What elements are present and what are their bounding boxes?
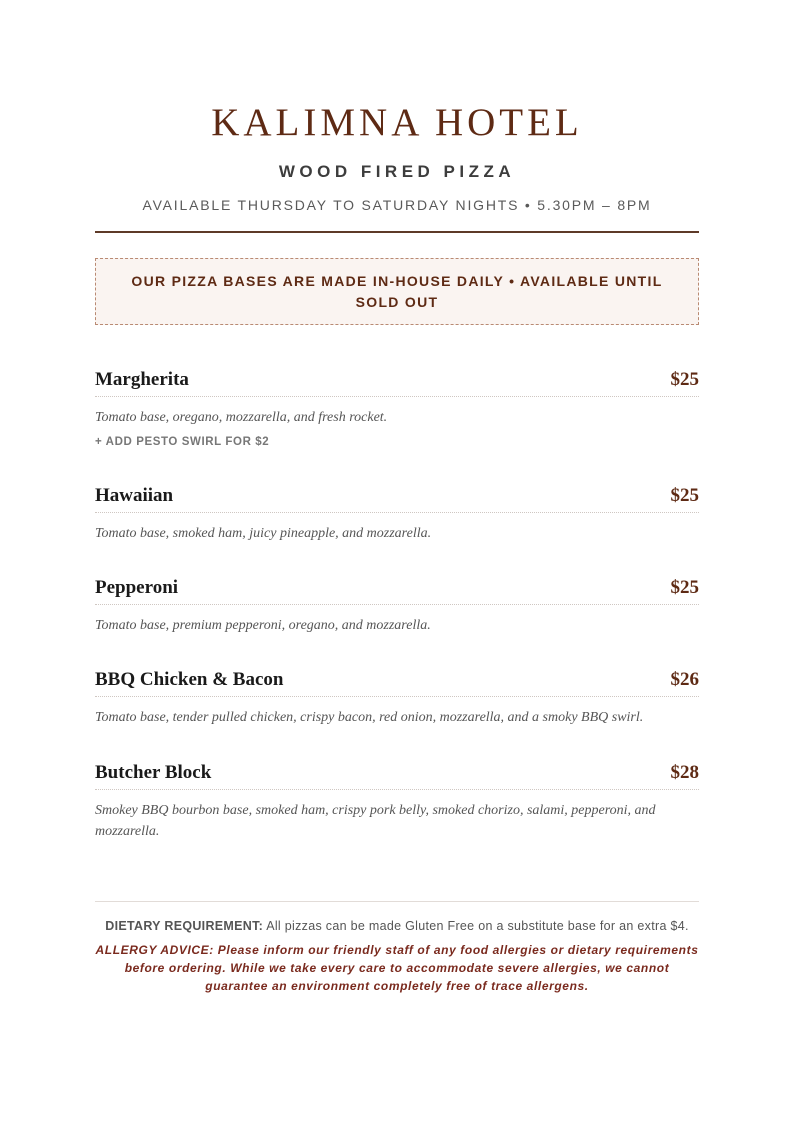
dietary-requirement: [95, 917, 699, 935]
menu-item-header: [95, 481, 699, 513]
menu-item-name: Pepperoni: [95, 577, 179, 598]
footer-divider: [95, 901, 699, 902]
notice-text: OUR PIZZA BASES ARE MADE IN-HOUSE DAILY • AVAILABLE UNTIL SOLD OUT: [131, 272, 663, 310]
menu-item-header: [95, 365, 699, 397]
menu-item-name: Butcher Block: [95, 762, 212, 783]
header-divider: [95, 231, 699, 233]
menu-item-margherita: [95, 365, 699, 450]
menu-item-name: Hawaiian: [95, 485, 174, 506]
availability-text: AVAILABLE THURSDAY TO SATURDAY NIGHTS • 5.30PM – 8PM: [142, 197, 652, 213]
menu-item-description: Tomato base, oregano, mozzarella, and fresh rocket.: [95, 410, 388, 425]
menu-item-description: Tomato base, tender pulled chicken, crispy bacon, red onion, mozzarella, and a smoky BBQ swirl.: [95, 710, 644, 725]
menu-item-price: $25: [670, 369, 699, 390]
menu-item-name: BBQ Chicken & Bacon: [95, 669, 284, 690]
menu-item-price: $25: [670, 577, 699, 598]
menu-item-pepperoni: [95, 573, 699, 636]
menu-item-butcher-block: [95, 758, 699, 842]
menu-item-hawaiian: [95, 481, 699, 544]
menu-item-price: $26: [670, 669, 699, 690]
menu-item-description: Tomato base, premium pepperoni, oregano, and mozzarella.: [95, 618, 431, 633]
dietary-label: DIETARY REQUIREMENT:: [105, 919, 264, 933]
dietary-text: All pizzas can be made Gluten Free on a substitute base for an extra $4.: [266, 919, 689, 933]
menu-item-price: $25: [670, 485, 699, 506]
menu-item-bbq-chicken-bacon: [95, 665, 699, 728]
menu-item-header: [95, 573, 699, 605]
menu-item-price: $28: [670, 762, 699, 783]
menu-subtitle: WOOD FIRED PIZZA: [278, 162, 516, 181]
allergy-advice: ALLERGY ADVICE: Please inform our friendly staff of any food allergies or dietary requirements before ordering. While we take every care to accommodate severe allergies, we cannot guarantee an environment completely free of trace allergens.: [95, 943, 699, 993]
menu-item-name: Margherita: [95, 369, 189, 390]
notice-box: [95, 258, 699, 325]
hotel-name: KALIMNA HOTEL: [211, 101, 583, 144]
menu-item-header: [95, 758, 699, 790]
menu-item-addon: + ADD PESTO SWIRL FOR $2: [95, 436, 270, 448]
menu-item-description: Smokey BBQ bourbon base, smoked ham, crispy pork belly, smoked chorizo, salami, pepperoni, and mozzarella.: [95, 803, 656, 839]
menu-item-header: [95, 665, 699, 697]
menu-item-description: Tomato base, smoked ham, juicy pineapple, and mozzarella.: [95, 526, 432, 541]
